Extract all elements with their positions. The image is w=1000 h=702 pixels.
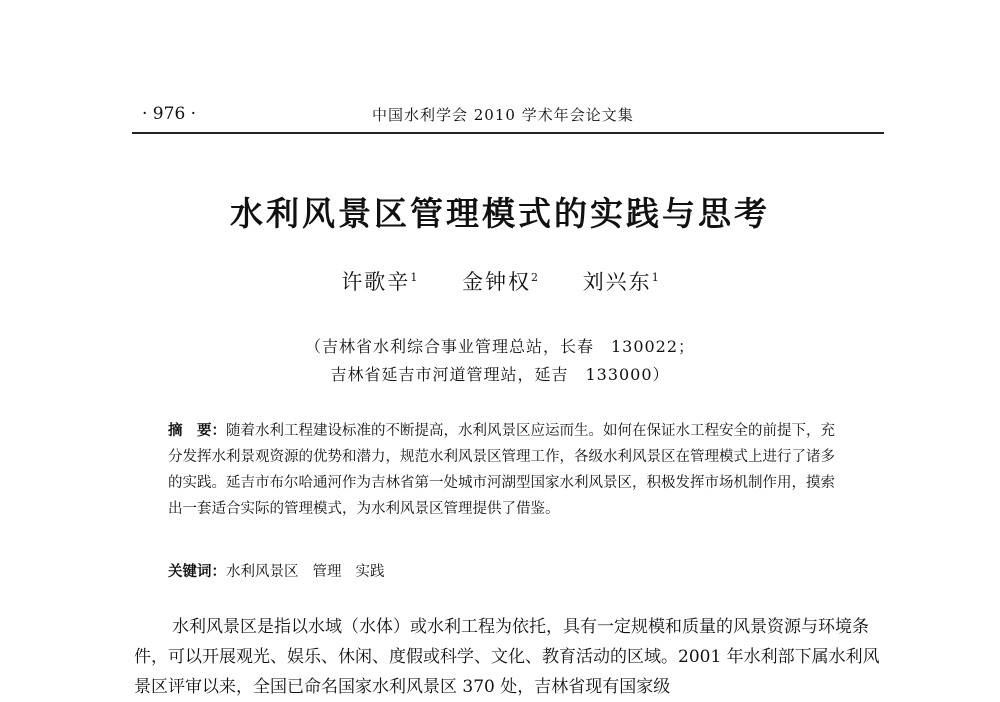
header-rule: [132, 132, 884, 134]
keyword: 水利风景区: [226, 564, 299, 580]
keyword: 管理: [312, 564, 342, 580]
body-paragraph: [134, 612, 886, 702]
keyword: 实践: [355, 564, 385, 580]
paper-title: 水利风景区管理模式的实践与思考: [230, 194, 770, 233]
abstract-text: 随着水利工程建设标准的不断提高，水利风景区应运而生。如何在保证水工程安全的前提下，充分发挥水利景观资源的优势和潜力，规范水利风景区管理工作，各级水利风景区在管理模式上进行了诸多的实践。延吉市布尔哈通河作为吉林省第一处城市河湖型国家水利风景区，积极发挥市场机制作用，摸索出一套适合实际的管理模式，为水利风景区管理提供了借鉴。: [168, 423, 835, 517]
keywords: [168, 560, 399, 581]
abstract: [168, 418, 848, 522]
running-header: [132, 104, 884, 134]
journal-title: 中国水利学会 2010 学术年会论文集: [372, 106, 634, 124]
body-text: 水利风景区是指以水域（水体）或水利工程为依托，具有一定规模和质量的风景资源与环境条件，可以开展观光、娱乐、休闲、度假或科学、文化、教育活动的区域。2001 年水利部下属水利风景区评审以来，全国已命名国家水利风景区 370 处，吉林省现有国家级: [134, 617, 880, 697]
page-number: · 976 ·: [142, 104, 197, 124]
author: 刘兴东$^1$: [582, 270, 659, 294]
author: 许歌辛$^1$: [341, 270, 418, 294]
affiliation-line-2: 吉林省延吉市河道管理站，延吉 133000）: [330, 365, 670, 384]
author: 金钟权$^2$: [462, 270, 538, 294]
keywords-label: 关键词：: [168, 564, 226, 580]
author-list: [0, 266, 1000, 296]
abstract-label: 摘 要：: [168, 423, 226, 439]
affiliation-line-1: （吉林省水利综合事业管理总站，长春 130022；: [304, 337, 696, 356]
